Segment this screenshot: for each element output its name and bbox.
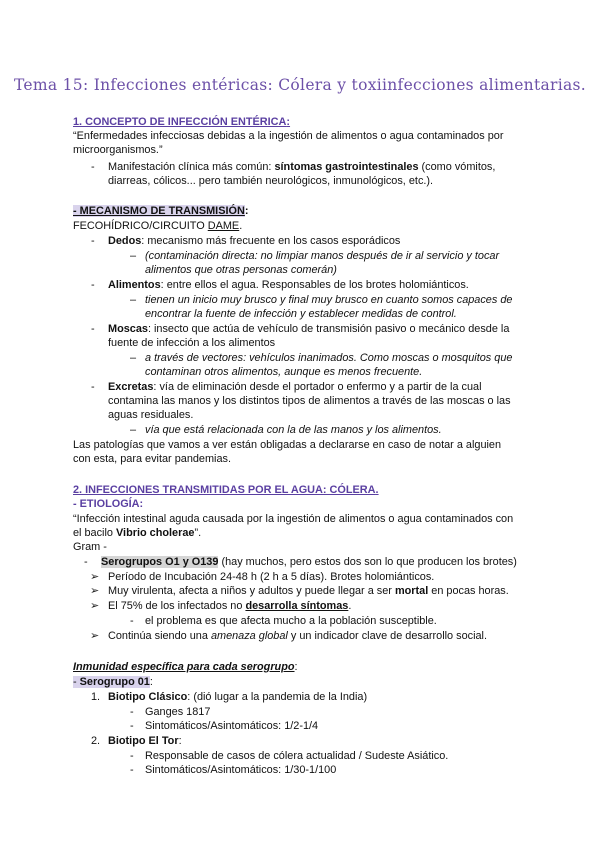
cholera-def-1: “Infección intestinal aguda causada por la ingestión de alimentos o agua contaminados con [73,513,514,525]
section-2-heading: 2. INFECCIONES TRANSMITIDAS POR EL AGUA: CÓLERA. [73,484,379,496]
moscas-sub-2: contaminan otros alimentos, aunque es menos frecuente. [145,366,423,378]
serogrupos-item: Serogrupos O1 y O139 (hay muchos, pero estos dos son lo que producen los brotes) [101,556,517,568]
arrow-bullet-icon: ➢ [90,600,100,612]
serogrupo-01-heading: - Serogrupo 01: [73,676,153,688]
alimentos-sub-1: tienen un inicio muy brusco y final muy brusco en cuanto somos capaces de [145,294,513,306]
virulenta-item: Muy virulenta, afecta a niños y adultos y puede llegar a ser mortal en pocas horas. [108,585,509,597]
responsable-item: Responsable de casos de cólera actualidad / Sudeste Asiático. [145,750,449,762]
alimentos-sub-2: encontrar la fuente de infección y establecer medidas de control. [145,308,457,320]
sub-dash: - [130,750,134,762]
alimentos-item: Alimentos: entre ellos el agua. Responsables de los brotes holomiánticos. [108,279,469,291]
bullet-dash: - [91,235,95,247]
sub-dash: - [130,615,134,627]
list-number: 2. [91,735,101,747]
amenaza-item: Continúa siendo una amenaza global y un indicador clave de desarrollo social. [108,630,488,642]
sub-dash: – [130,294,137,306]
sub-dash: – [130,250,137,262]
arrow-bullet-icon: ➢ [90,585,100,597]
ganges-item: Ganges 1817 [145,706,211,718]
excretas-sub-1: vía que está relacionada con la de las manos y los alimentos. [145,424,442,436]
ratio-eltor-item: Sintomáticos/Asintomáticos: 1/30-1/100 [145,764,337,776]
dedos-sub-2: alimentos que otras personas comerán) [145,264,337,276]
etiologia-heading: - ETIOLOGÍA: [73,498,144,510]
list-number: 1. [91,691,101,703]
bullet-dash: - [91,381,95,393]
sub-dash: - [130,764,134,776]
inmunidad-heading: Inmunidad específica para cada serogrupo: [73,661,298,673]
sub-dash: - [130,720,134,732]
moscas-sub-1: a través de vectores: vehículos inanimados. Como moscas o mosquitos que [145,352,513,364]
sub-dash: - [130,706,134,718]
asintomaticos-sub: el problema es que afecta mucho a la población susceptible. [145,615,437,627]
page-title: Tema 15: Infecciones entéricas: Cólera y toxiinfecciones alimentarias. [13,76,587,94]
patologias-line-1: Las patologías que vamos a ver están obligadas a declararse en caso de notar a alguien [73,439,502,451]
bullet-dash: - [84,556,88,568]
sub-dash: – [130,424,137,436]
ratio-clasico-item: Sintomáticos/Asintomáticos: 1/2-1/4 [145,720,319,732]
moscas-item: Moscas: insecto que actúa de vehículo de transmisión pasivo o mecánico desde la [108,323,510,335]
excretas-item-3: aguas residuales. [108,409,194,421]
asintomaticos-item: El 75% de los infectados no desarrolla síntomas. [108,600,352,612]
arrow-bullet-icon: ➢ [90,630,100,642]
dedos-sub-1: (contaminación directa: no limpiar manos después de ir al servicio y tocar [145,250,500,262]
excretas-item: Excretas: vía de eliminación desde el portador o enfermo y a partir de la cual [108,381,482,393]
definition-line-1: “Enfermedades infecciosas debidas a la ingestión de alimentos o agua contaminados por [73,130,504,142]
biotipo-el-tor: Biotipo El Tor: [108,735,182,747]
gram-label: Gram - [73,541,107,553]
excretas-item-2: contamina las manos y los distintos tipos de alimentos a través de las moscas o las [108,395,511,407]
patologias-line-2: con esta, para evitar pandemias. [73,453,232,465]
cholera-def-2: el bacilo Vibrio cholerae”. [73,527,202,539]
biotipo-clasico: Biotipo Clásico: (dió lugar a la pandemia de la India) [108,691,368,703]
definition-line-2: microorganismos.” [73,144,163,156]
fecohidrico-line: FECOHÍDRICO/CIRCUITO DAME. [73,220,243,232]
mechanism-heading: - MECANISMO DE TRANSMISIÓN: [73,205,249,217]
incubacion-item: Período de Incubación 24-48 h (2 h a 5 días). Brotes holomiánticos. [108,571,435,583]
sub-dash: – [130,352,137,364]
bullet-dash: - [91,323,95,335]
bullet-dash: - [91,279,95,291]
clinical-line-1: Manifestación clínica más común: síntomas gastrointestinales (como vómitos, [108,161,496,173]
clinical-line-2: diarreas, cólicos... pero también neurológicos, inmunológicos, etc.). [108,175,434,187]
moscas-item-2: fuente de infección a los alimentos [108,337,276,349]
bullet-dash: - [91,161,95,173]
section-1-heading: 1. CONCEPTO DE INFECCIÓN ENTÉRICA: [73,116,291,128]
arrow-bullet-icon: ➢ [90,571,100,583]
dedos-item: Dedos: mecanismo más frecuente en los casos esporádicos [108,235,401,247]
